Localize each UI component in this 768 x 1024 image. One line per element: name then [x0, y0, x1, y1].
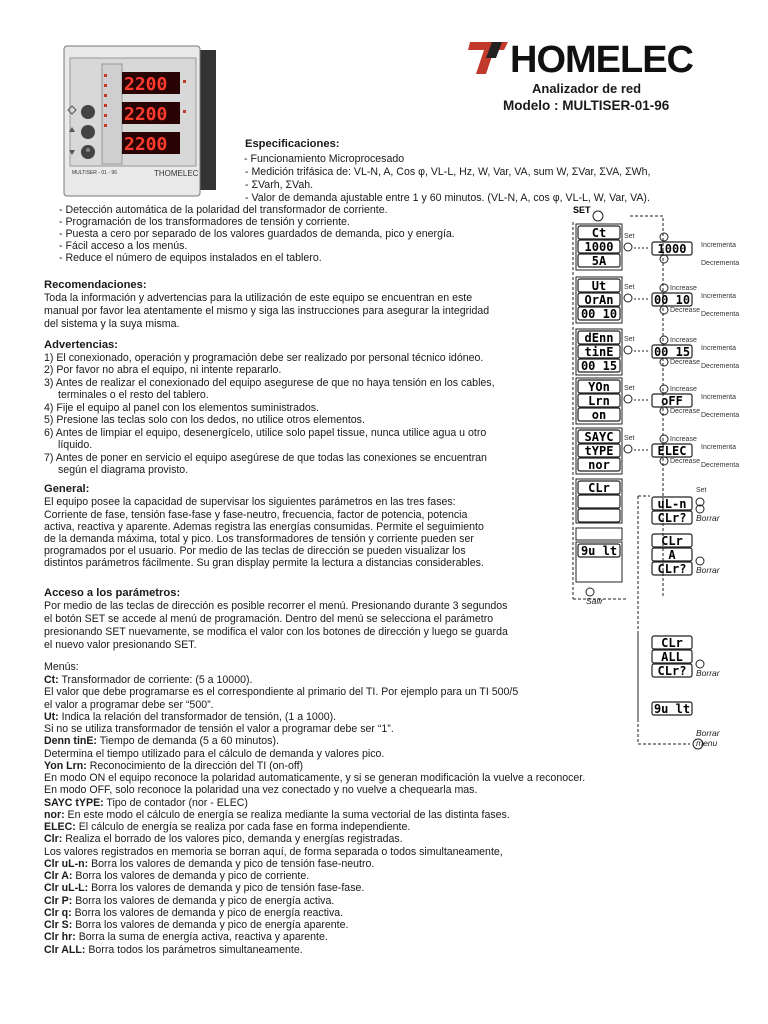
menu-entry	[44, 723, 394, 735]
increase-label: Increase	[670, 285, 697, 292]
diagram-left-display-text: Ct	[591, 226, 607, 240]
advertencia-line: 1) El conexionado, operación y programación debe ser realizado por personal técnico idóneo.	[44, 352, 484, 364]
menu-entry-text: En modo ON el equipo reconoce la polaridad automaticamente, y si se generan modificación la vuelve a reconocer.	[44, 772, 586, 784]
borrar-menu-label-1: Borrar	[696, 728, 720, 738]
general-line: de la demanda máxima, total y pico. Los transformadores de tensión y corriente pueden ser	[44, 533, 474, 545]
general-heading: General:	[44, 483, 90, 495]
menu-entry-text: Borra los valores de demanda y pico de energía reactiva.	[71, 906, 344, 919]
increase-icon	[660, 233, 668, 241]
diagram-left-display-text: tYPE	[584, 444, 614, 458]
increase-icon	[660, 435, 668, 443]
decrease-label: Decrease	[670, 359, 700, 366]
advertencia-line: 4) Fije el equipo al panel con los elementos suministrados.	[44, 402, 319, 414]
menu-entry-key: nor:	[44, 808, 65, 821]
incrementa-label: Incrementa	[701, 444, 737, 451]
spec-item: - Reduce el número de equipos instalados en el tablero.	[59, 252, 322, 264]
menu-entry-key: Ut:	[44, 710, 59, 723]
recomendaciones-heading: Recomendaciones:	[44, 279, 147, 291]
menu-entry-text: El cálculo de energía se realiza por cada fase en forma independiente.	[75, 821, 411, 833]
device-readout-2: 2200	[124, 104, 168, 125]
increase-label: Increase	[670, 386, 697, 393]
set-button-icon	[624, 395, 632, 403]
diagram-left-display-text: 1000	[584, 240, 614, 254]
menu-entry-text: Si no se utiliza transformador de tensión el valor a programar debe ser “1”.	[44, 723, 394, 735]
diagram-left-display-text: Lrn	[588, 394, 610, 408]
menu-entry-key: Clr A:	[44, 870, 73, 882]
general-line: distintos parámetros fácilmente. Su gran display permite la lectura a distancias considerables.	[44, 557, 484, 569]
set-text: Set	[624, 385, 635, 392]
decrementa-label: Decrementa	[701, 363, 740, 370]
general-line: El equipo posee la capacidad de supervisar los siguientes parámetros en las tres fases:	[44, 496, 456, 508]
menu-entry	[44, 931, 328, 943]
diagram-left-display-text: 00 15	[580, 359, 618, 373]
advertencia-line: líquido.	[58, 439, 93, 451]
set-text: Set	[696, 487, 707, 494]
general-line: Corriente de fase, tensión fase-fase y fase-neutro, frecuencia, factor de potencia, potencia	[44, 509, 468, 521]
menu-entry-key: Denn tinE:	[44, 735, 97, 748]
menu-entry	[44, 784, 477, 796]
menu-entry	[44, 821, 410, 833]
increase-label: Increase	[670, 436, 697, 443]
menu-entry-key: Clr uL-n:	[44, 857, 89, 870]
menu-entry	[44, 748, 384, 760]
menu-entry-key: ELEC:	[44, 821, 76, 833]
menu-entry	[44, 846, 503, 858]
menu-entry-key: Clr S:	[44, 919, 73, 931]
menu-entry	[44, 858, 374, 870]
menu-entry-text: Los valores registrados en memoria se borran aquí, de forma separada o todos simultaneamente,	[44, 845, 503, 858]
borrar-icon	[696, 557, 704, 565]
flow-line	[638, 496, 650, 720]
general-line: programados por el usuario. Por medio de las teclas de dirección se pueden visualizar los	[44, 545, 466, 557]
diagram-left-display-text: 00 10	[580, 307, 618, 321]
advertencias-heading: Advertencias:	[44, 339, 118, 351]
menu-entry	[44, 760, 303, 772]
doc-title: Analizador de red	[532, 81, 642, 96]
menu-entry-text: Borra los valores de demanda y pico de energía aparente.	[72, 919, 349, 931]
doc-model: Modelo : MULTISER-01-96	[503, 98, 670, 113]
menus-heading: Menús:	[44, 661, 79, 673]
diagram-clr-display-text: 9u lt	[653, 702, 691, 716]
menu-entry-text: El valor que debe programarse es el correspondiente al primario del TI. Por ejemplo para un TI 500/5	[44, 686, 519, 699]
acceso-line: Por medio de las teclas de dirección es posible recorrer el menú. Presionando durante 3 segundos	[44, 600, 508, 612]
borrar-label-3: Borrar	[696, 668, 720, 678]
menu-entry-text: Borra los valores de demanda y pico de tensión fase-neutro.	[88, 857, 375, 870]
spec-item: - Detección automática de la polaridad del transformador de corriente.	[59, 204, 388, 216]
acceso-line: el botón SET se accede al menú de programación. Dentro del menú se selecciona el parámetro	[44, 613, 494, 625]
decrease-label: Decrease	[670, 307, 700, 314]
diagram-clr-display-text: CLr?	[657, 664, 687, 678]
set-label: SET	[573, 205, 591, 215]
incrementa-label: Incrementa	[701, 293, 737, 300]
diagram-left-display-text: dEnn	[584, 331, 614, 345]
decrementa-label: Decrementa	[701, 260, 740, 267]
menu-entry	[44, 797, 248, 809]
set-text: Set	[624, 233, 635, 240]
menu-entry-key: Yon Lrn:	[44, 759, 87, 772]
spec-item: - Funcionamiento Microprocesado	[244, 153, 405, 165]
menu-entry-text: En modo OFF, solo reconoce la polaridad una vez conectado y no vuelve a chequearla mas.	[44, 784, 478, 797]
menu-entry-key: Clr ALL:	[44, 943, 86, 956]
menu-entry-text: el valor a programar debe ser “500”.	[44, 698, 214, 711]
incrementa-label: Incrementa	[701, 345, 737, 352]
menu-entry	[44, 919, 348, 931]
diagram-left-display-text: YOn	[588, 380, 610, 394]
acceso-line: presionando SET nuevamente, se modifica el valor con los botones de dirección y luego se guarda	[44, 626, 508, 638]
spec-item: - Puesta a cero por separado de los valores guardados de demanda, pico y energía.	[59, 228, 455, 240]
menu-entry	[44, 711, 336, 723]
menu-entry	[44, 809, 510, 821]
advertencia-line: 5) Presione las teclas solo con los dedos, no utilice otros elementos.	[44, 414, 365, 426]
menu-entry-text: Borra todos los parámetros simultaneamente.	[85, 943, 303, 956]
decrease-icon	[660, 457, 668, 465]
diagram-left-display-text: 5A	[591, 254, 607, 268]
spec-item: - Fácil acceso a los menús.	[59, 240, 188, 252]
diagram-clr-display-text: CLr?	[657, 511, 687, 525]
borrar-label-1: Borrar	[696, 513, 720, 523]
menu-entry	[44, 907, 343, 919]
diagram-right-display-text: oFF	[661, 394, 683, 408]
set-text: Set	[624, 284, 635, 291]
diagram-left-display-text: Ut	[591, 279, 607, 293]
diagram-left-display-text: on	[591, 408, 607, 422]
decrease-label: Decrease	[670, 458, 700, 465]
borrar-menu-label-2: menu	[696, 738, 718, 748]
menu-entry-text: Tipo de contador (nor - ELEC)	[103, 796, 248, 809]
acceso-heading: Acceso a los parámetros:	[44, 587, 181, 599]
device-brand-label: THOMELEC	[154, 169, 199, 178]
advertencia-line: 3) Antes de realizar el conexionado del equipo asegurese de que no haya tensión en los cables,	[44, 377, 495, 389]
menu-entry	[44, 686, 518, 698]
spec-item: - Medición trifásica de: VL-N, A, Cos φ, VL-L, Hz, W, Var, VA, sum W, ΣVar, ΣVA, ΣWh,	[245, 166, 651, 178]
diagram-clr-display-text: CLr	[661, 636, 683, 650]
menu-entry-key: Clr uL-L:	[44, 882, 89, 895]
spec-item: - Valor de demanda ajustable entre 1 y 60 minutos. (VL-N, A, cos φ, VL-L, W, Var, VA).	[245, 192, 650, 204]
diagram-left-display	[578, 509, 620, 522]
decrease-icon	[660, 306, 668, 314]
advertencia-line: terminales o el resto del tablero.	[58, 389, 209, 401]
advertencia-line: según el diagrama provisto.	[58, 464, 189, 476]
borrar-icon	[696, 660, 704, 668]
device-readout-1: 2200	[124, 74, 168, 95]
increase-icon	[660, 284, 668, 292]
decrease-icon	[660, 407, 668, 415]
decrementa-label: Decrementa	[701, 412, 740, 419]
diagram-clr-display-text: CLr?	[657, 562, 687, 576]
recomendaciones-line: manual por favor lea atentamente el mismo y siga las instrucciones para asegurar la integridad	[44, 305, 490, 317]
diagram-group	[576, 528, 622, 540]
menu-entry	[44, 699, 214, 711]
menu-entry-text: Transformador de corriente: (5 a 10000).	[58, 674, 253, 686]
menu-entry	[44, 882, 364, 894]
set-button-icon	[624, 243, 632, 251]
set-text: Set	[624, 435, 635, 442]
advertencia-line: 6) Antes de limpiar el equipo, desenergícelo, utilice solo papel tissue, nunca utilice agua u otro	[44, 427, 487, 439]
menu-entry-key: Clr P:	[44, 894, 73, 907]
menu-entry	[44, 833, 403, 845]
svg-text:HOMELEC: HOMELEC	[510, 39, 693, 78]
recomendaciones-line: del sistema y la suya misma.	[44, 318, 180, 330]
specs-heading: Especificaciones:	[245, 138, 340, 150]
device-illustration	[58, 40, 218, 205]
decrease-icon	[660, 358, 668, 366]
set-button-icon	[624, 346, 632, 354]
set-text: Set	[624, 336, 635, 343]
device-model-label: MULTISER - 01 - 96	[72, 170, 117, 176]
menu-entry-text: Borra los valores de demanda y pico de corriente.	[72, 870, 310, 882]
menu-entry-key: Ct:	[44, 674, 59, 686]
diagram-left-display-text: 9u lt	[580, 544, 618, 558]
menu-entry	[44, 870, 309, 882]
acceso-line: el nuevo valor presionando SET.	[44, 639, 197, 651]
menu-entry-text: Tiempo de demanda (5 a 60 minutos).	[96, 735, 279, 748]
general-line: activa, reactiva y aparente. Ademas registra las energías consumidas. Permite el seguimiento	[44, 521, 484, 533]
menu-flow-diagram	[568, 204, 768, 752]
menu-entry-key: Clr:	[44, 833, 63, 846]
menu-entry	[44, 944, 303, 956]
diagram-clr-display-text: ALL	[661, 650, 683, 664]
diagram-left-display-text: nor	[588, 458, 610, 472]
menu-entry-text: Borra la suma de energía activa, reactiva y aparente.	[75, 931, 328, 944]
menu-entry	[44, 772, 585, 784]
decrementa-label: Decrementa	[701, 462, 740, 469]
menu-entry-key: Clr hr:	[44, 931, 76, 944]
advertencia-line: 2) Por favor no abra el equipo, ni intente repararlo.	[44, 364, 282, 376]
diagram-clr-display-text: A	[668, 548, 676, 562]
diagram-left-display-text: SAYC	[584, 430, 614, 444]
advertencia-line: 7) Antes de poner en servicio el equipo asegúrese de que todas las conexiones se encuentran	[44, 452, 487, 464]
decrementa-label: Decrementa	[701, 311, 740, 318]
menu-entry-text: En este modo el cálculo de energía se realiza mediante la suma vectorial de las distinta fases.	[64, 808, 510, 821]
set-button-icon	[624, 294, 632, 302]
thomelec-logo	[468, 38, 723, 78]
menu-entry	[44, 735, 279, 747]
increase-icon	[660, 385, 668, 393]
diagram-right-display-text: ELEC	[657, 444, 687, 458]
spec-item: - Programación de los transformadores de tensión y corriente.	[59, 216, 350, 228]
menu-entry-text: Indica la relación del transformador de tensión, (1 a 1000).	[58, 710, 337, 723]
menu-entry-key: SAYC tYPE:	[44, 796, 104, 809]
menu-entry-text: Realiza el borrado de los valores pico, demanda y energías registradas.	[62, 833, 403, 846]
diagram-clr-display-text: CLr	[661, 534, 683, 548]
incrementa-label: Incrementa	[701, 242, 737, 249]
spec-item: - ΣVarh, ΣVah.	[245, 179, 314, 191]
device-readout-3: 2200	[124, 134, 168, 155]
diagram-left-display	[578, 495, 620, 508]
diagram-right-display-text: 00 10	[653, 293, 691, 307]
diagram-clr-display-text: uL-n	[657, 497, 687, 511]
increase-label: Increase	[670, 337, 697, 344]
incrementa-label: Incrementa	[701, 394, 737, 401]
menu-entry	[44, 674, 252, 686]
decrease-label: Decrease	[670, 408, 700, 415]
decrease-icon	[660, 255, 668, 263]
diagram-left-display-text: OrAn	[584, 293, 614, 307]
diagram-left-display-text: CLr	[588, 481, 610, 495]
diagram-right-display-text: 00 15	[653, 345, 691, 359]
menu-entry-text: Borra los valores de demanda y pico de energía activa.	[72, 894, 335, 907]
menu-entry-text: Borra los valores de demanda y pico de tensión fase-fase.	[88, 882, 365, 895]
recomendaciones-line: Toda la información y advertencias para la utilización de este equipo se encuentran en este	[44, 292, 473, 304]
menu-entry-text: Reconocimiento de la dirección del TI (on-off)	[86, 759, 304, 772]
menu-entry	[44, 895, 334, 907]
salir-label: Salir	[586, 596, 604, 606]
increase-icon	[660, 336, 668, 344]
menu-entry-key: Clr q:	[44, 906, 72, 919]
menu-entry-text: Determina el tiempo utilizado para el cálculo de demanda y valores pico.	[44, 747, 385, 760]
set-button-icon	[624, 445, 632, 453]
borrar-label-2: Borrar	[696, 565, 720, 575]
diagram-right-display-text: 1000	[657, 242, 687, 256]
diagram-left-display-text: tinE	[584, 345, 614, 359]
